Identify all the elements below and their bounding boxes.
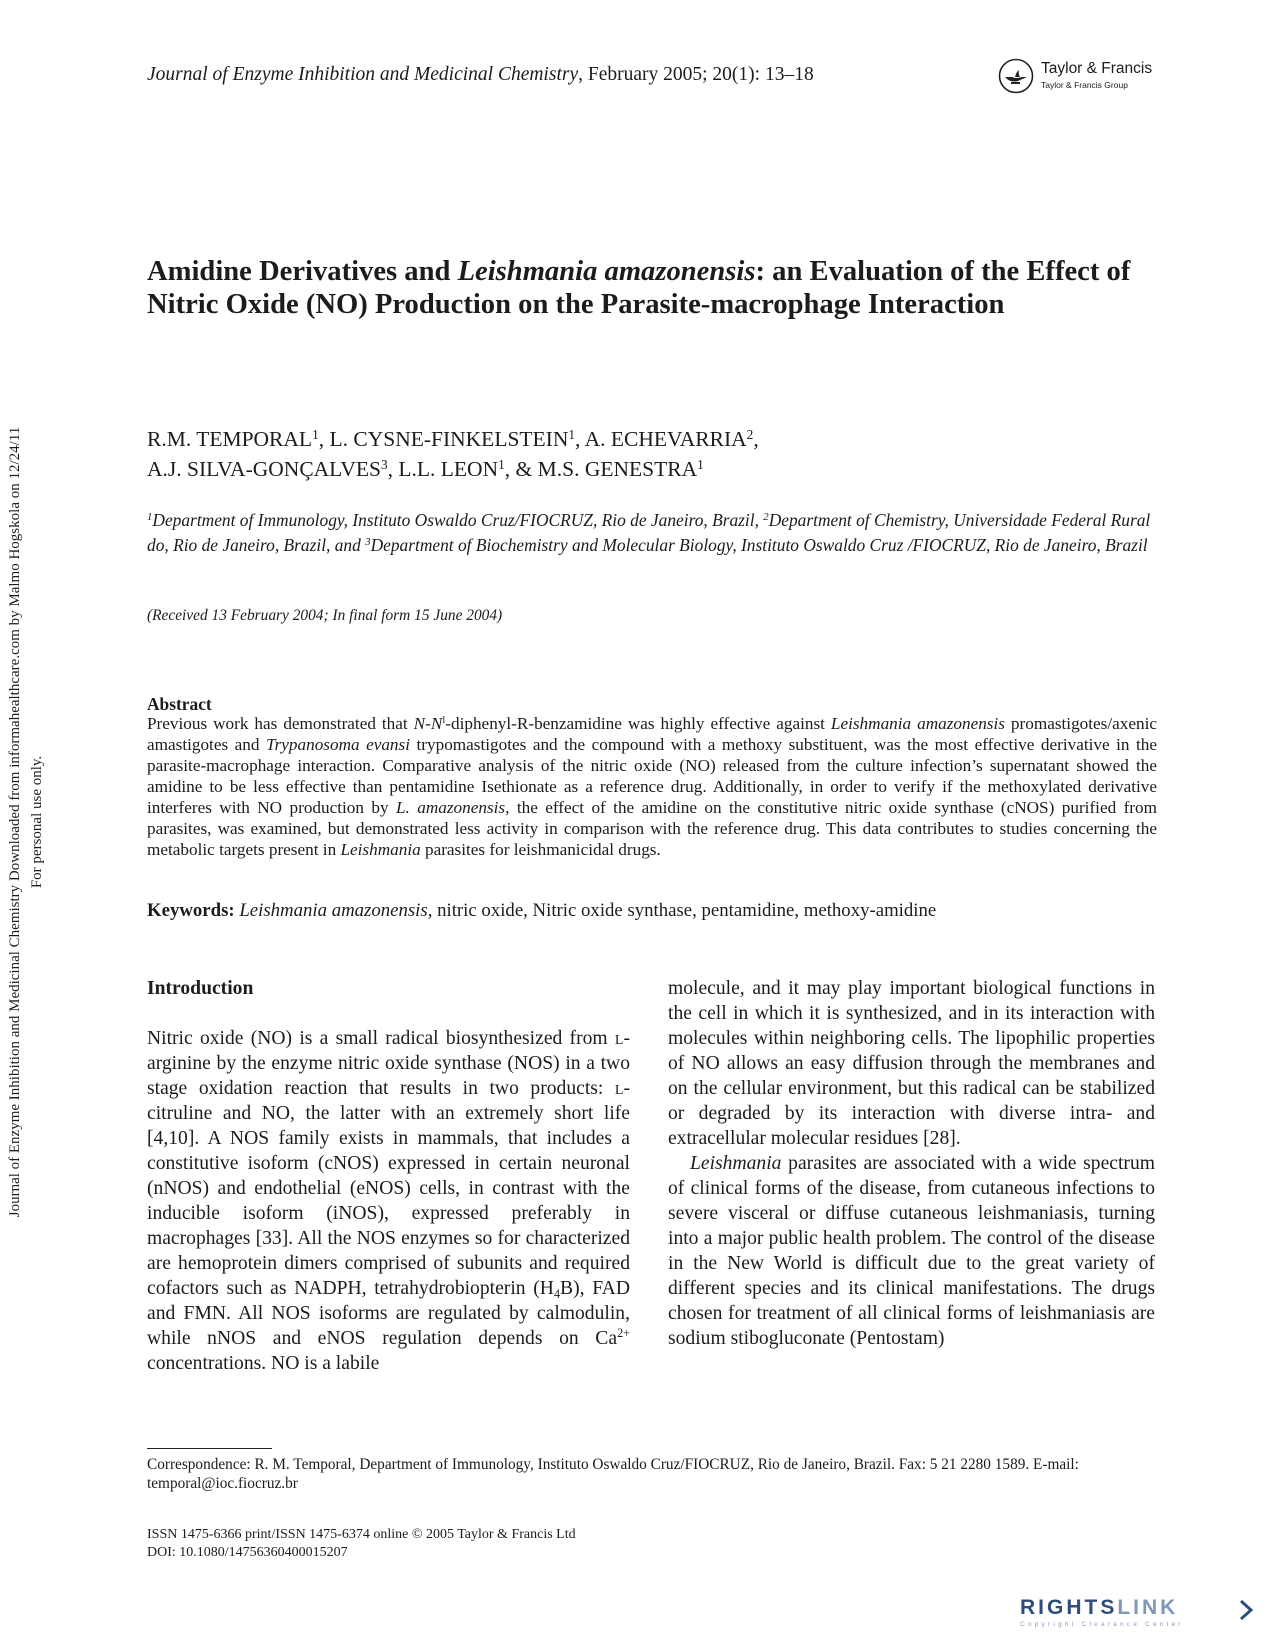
abstract-text: Previous work has demonstrated that $N-N^l-diphenyl-R$-benzamidine was highly effective against Leishmania amazonensis promastigotes/axenic amastigotes and Trypanosoma evansi trypomastigotes and the compound with a methoxy substituent, was the most effective derivative in the parasite-macrophage interaction. Comparative analysis of the nitric oxide (NO) released from the culture infection’s supernatant showed the amidine to be less effective than pentamidine Isethionate as a reference drug. Additionally, in order to verify if the methoxylated derivative interferes with NO production by L. amazonensis, the effect of the amidine on the constitutive nitric oxide synthase (cNOS) purified from parasites, was examined, but demonstrated less activity in comparison with the reference drug. This data contributes to studies concerning the metabolic targets present in Leishmania parasites for leishmanicidal drugs. [147,714,1157,859]
download-watermark [4,382,50,1262]
article-title: Amidine Derivatives and Leishmania amazonensis: an Evaluation of the Effect of Nitric Oxide (NO) Production on the Parasite-macrophage Interaction [147,256,1131,320]
affiliations: $^1$Department of Immunology, Instituto Oswaldo Cruz/FIOCRUZ, Rio de Janeiro, Brazil, $^2$Department of Chemistry, Universidade Federal Rural do, Rio de Janeiro, Brazil, and $^3$Department of Biochemistry and Molecular Biology, Instituto Oswaldo Cruz /FIOCRUZ, Rio de Janeiro, Brazil [147,510,1151,555]
download-notice: Journal of Enzyme Inhibition and Medicinal Chemistry Downloaded from informahealthcare.com by Malmo Hogskola on 12/24/11 [7,426,23,1218]
footnote-divider [147,1448,272,1449]
rightslink-wordmark: RIGHTSLINK [1020,1596,1179,1619]
issn-doi-block [147,1526,576,1562]
issue-info: , February 2005; 20(1): 13–18 [578,64,814,85]
paragraph: Leishmania parasites are associated with a wide spectrum of clinical forms of the disease, from cutaneous infections to severe visceral or diffuse cutaneous leishmaniasis, turning into a major public health problem. The control of the disease in the New World is difficult due to the great variety of different species and its clinical manifestations. The drugs chosen for treatment of all clinical forms of leishmaniasis are sodium stibogluconate (Pentostam) [668,1153,1155,1349]
issn: ISSN 1475-6366 print/ISSN 1475-6374 online © 2005 Taylor & Francis Ltd [147,1527,576,1542]
publisher-group: Taylor & Francis Group [1041,80,1128,90]
running-head [147,64,814,86]
section-heading-introduction: Introduction [147,978,254,999]
oil-lamp-icon [998,58,1034,94]
publisher-logo [998,58,1158,98]
author-list: R.M. TEMPORAL$^1$, L. CYSNE-FINKELSTEIN$^1$, A. ECHEVARRIA$^2$, A.J. SILVA-GONÇALVES$^3$, L.L. LEON$^1$, & M.S. GENESTRA$^1$ [147,426,759,481]
paragraph: molecule, and it may play important biological functions in the cell in which it is synthesized, and in its interaction with molecules within neighboring cells. The lipophilic properties of NO allows an easy diffusion through the membranes and on the cellular environment, but this radical can be stabilized or degraded by its interaction with diverse intra- and extracellular molecular residues [28]. [668,978,1155,1149]
received-dates: (Received 13 February 2004; In final form 15 June 2004) [147,607,503,624]
journal-name: Journal of Enzyme Inhibition and Medicinal Chemistry [147,64,579,85]
body-column-left: Nitric oxide (NO) is a small radical biosynthesized from l-arginine by the enzyme nitric oxide synthase (NOS) in a two stage oxidation reaction that results in two products: l-citruline and NO, the latter with an extremely short life [4,10]. A NOS family exists in mammals, that includes a constitutive isoform (cNOS) expressed in certain neuronal (nNOS) and endothelial (eNOS) cells, in contrast with the inducible isoform (iNOS), expressed preferably in macrophages [33]. All the NOS enzymes so for characterized are hemoprotein dimers comprised of subunits and required cofactors such as NADPH, tetrahydrobiopterin $(H_4B)$, FAD and FMN. All NOS isoforms are regulated by calmodulin, while nNOS and eNOS regulation depends on $Ca^{2+}$ concentrations. NO is a labile [147,1028,630,1374]
abstract-heading: Abstract [147,694,212,714]
keywords: Keywords: Leishmania amazonensis, nitric oxide, Nitric oxide synthase, pentamidine, methoxy-amidine [147,900,937,921]
personal-use-notice: For personal use only. [29,755,45,889]
publisher-name: Taylor & Francis [1041,60,1153,77]
rightslink-logo[interactable] [1020,1596,1255,1630]
keywords-label: Keywords: [147,900,235,921]
body-column-right [668,976,1155,1351]
doi: DOI: 10.1080/14756360400015207 [147,1545,348,1560]
correspondence-note: Correspondence: R. M. Temporal, Department of Immunology, Instituto Oswaldo Cruz/FIOCRUZ, Rio de Janeiro, Brazil. Fax: 5 21 2280 1589. E-mail: temporal@ioc.fiocruz.br [147,1456,1079,1492]
chevron-right-icon [1238,1598,1254,1622]
rightslink-tagline: Copyright Clearance Center [1020,1621,1184,1628]
